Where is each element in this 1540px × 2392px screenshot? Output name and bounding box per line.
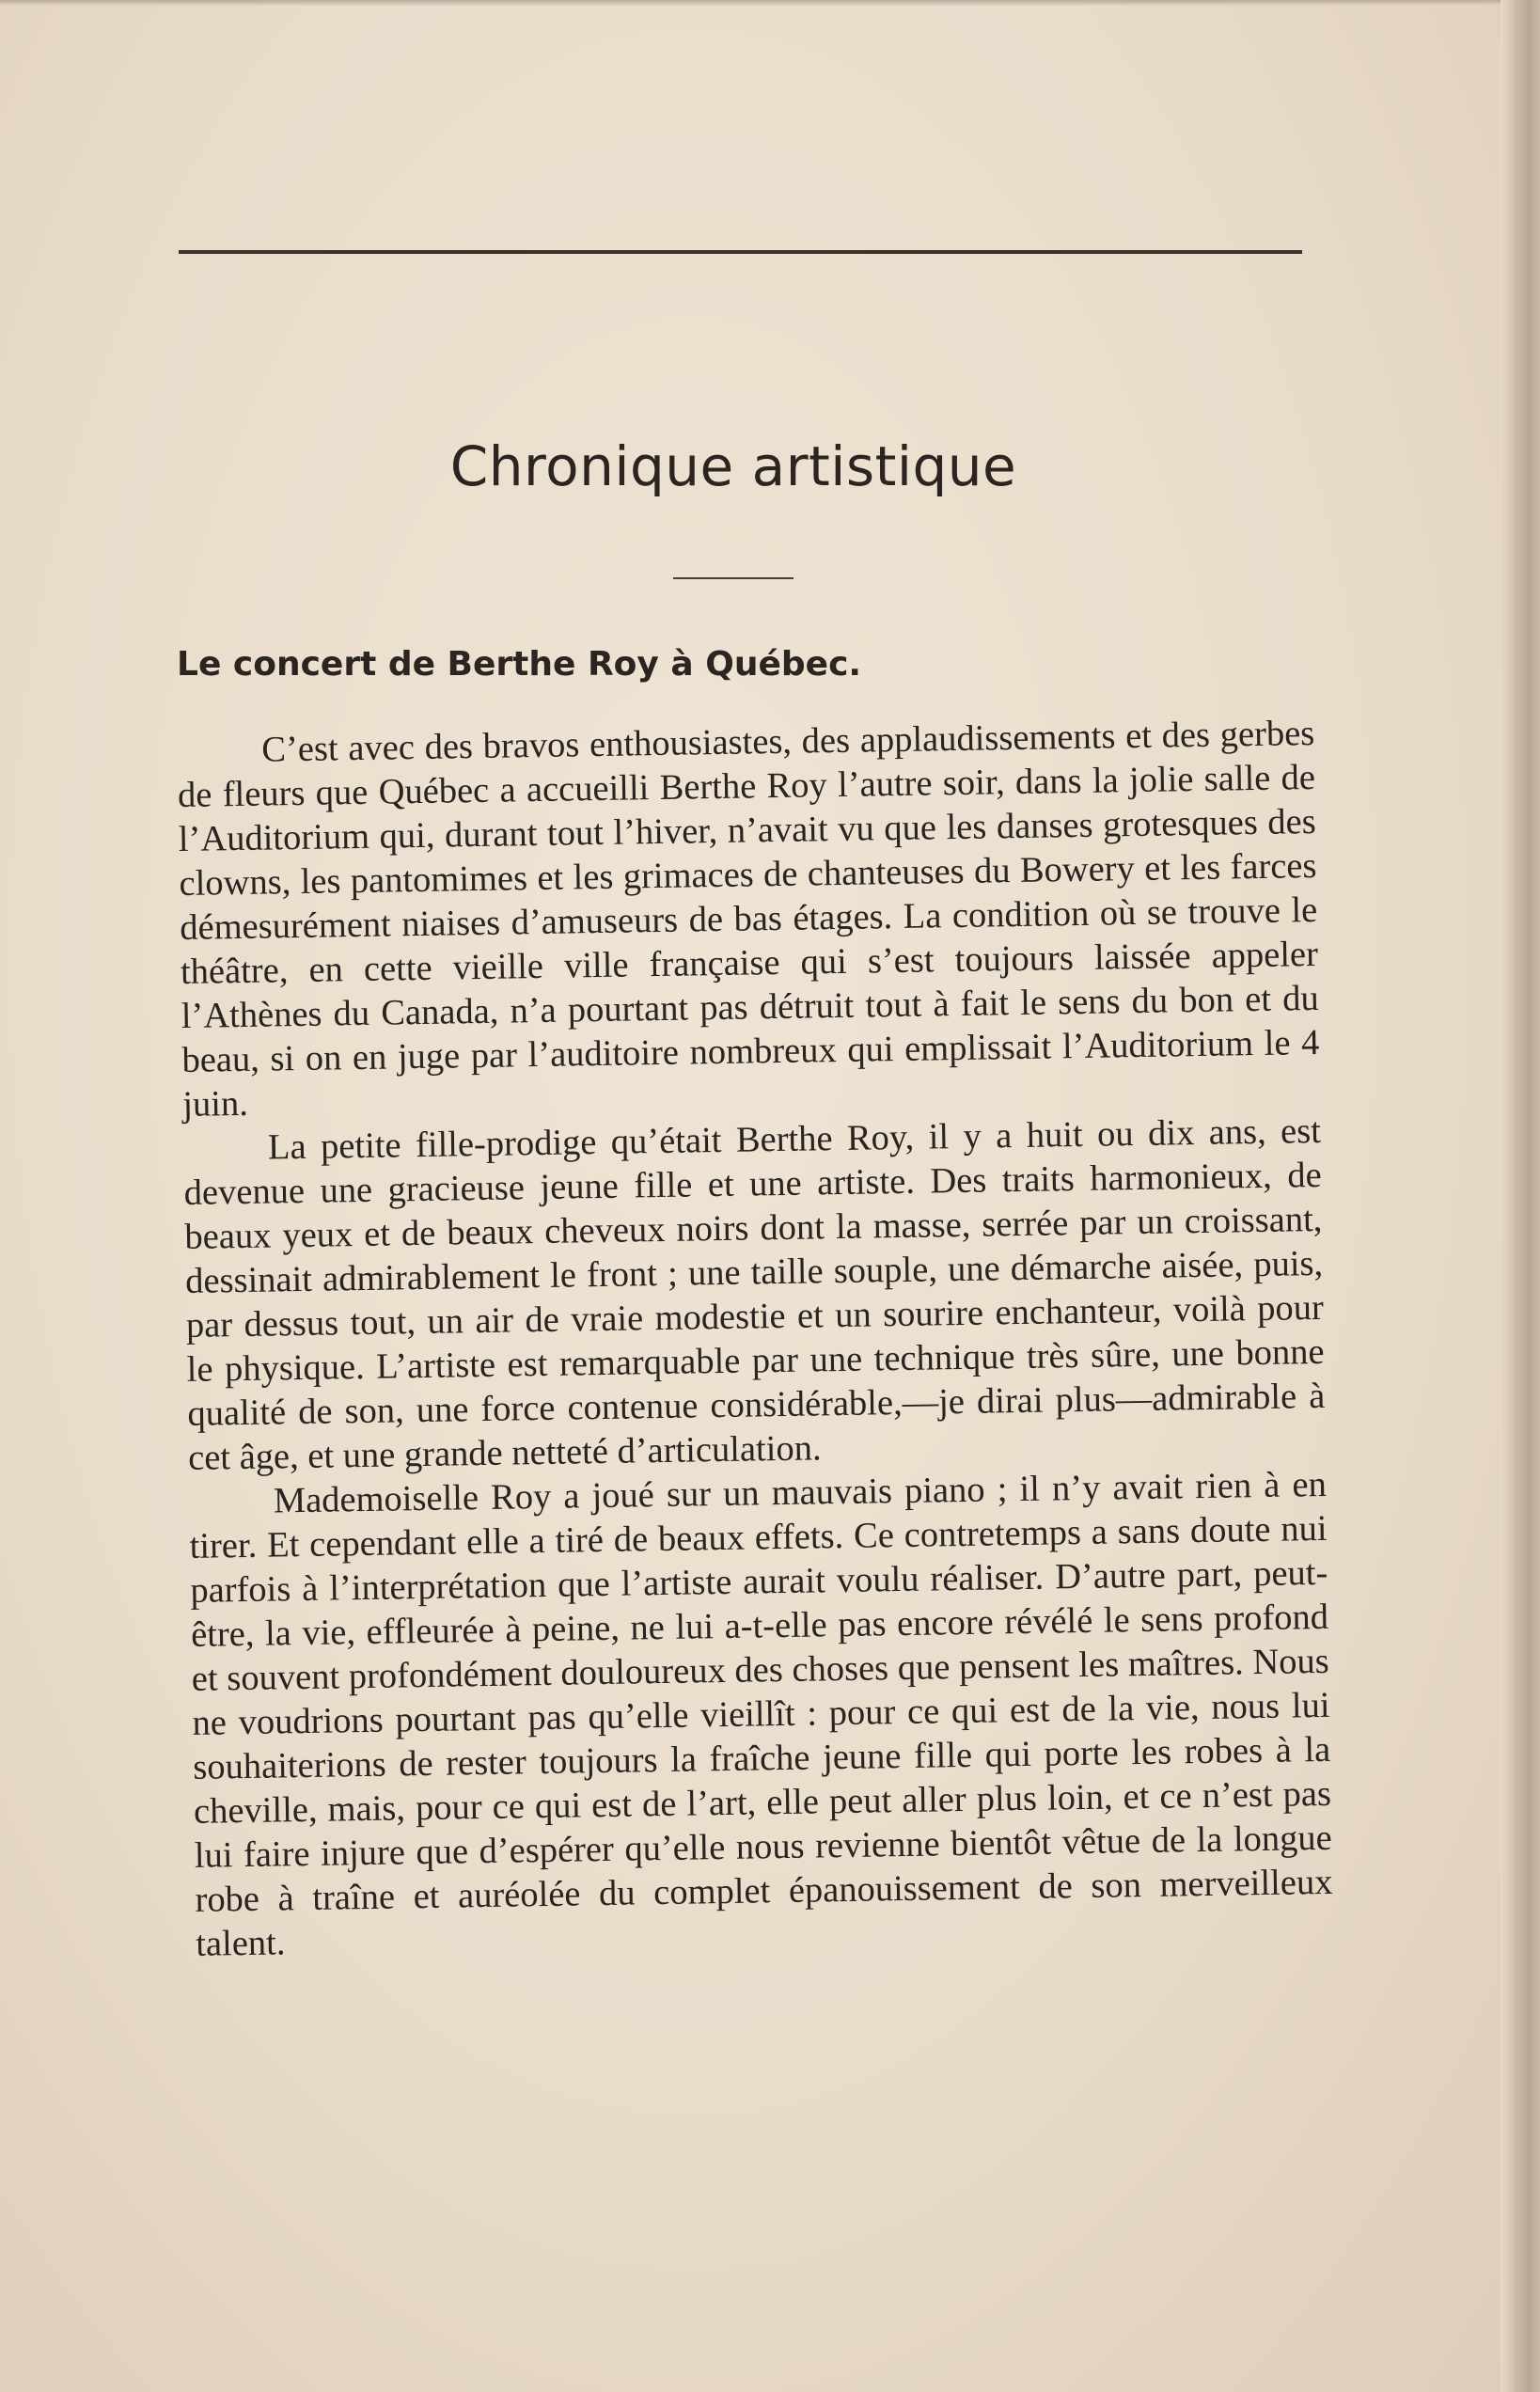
article-body — [177, 712, 1334, 1967]
page-top-edge — [0, 0, 1540, 6]
paragraph: Mademoiselle Roy a joué sur un mauvais piano ; il n’y avait rien à en tirer. Et cependant elle a tiré de beaux effets. Ce contretemps a sans doute nui parfois à l’interprétation que l’artiste aurait voulu réaliser. D’autre part, peut-être, la vie, effleurée à peine, ne lui a-t-elle pas encore révélé le sens profond et souvent profondément douloureux des choses que pensent les maîtres. Nous ne voudrions pourtant pas qu’elle vieillît : pour ce qui est de la vie, nous lui souhaiterions de rester toujours la fraîche jeune fille qui porte les robes à la cheville, mais, pour ce qui est de l’art, elle peut aller plus loin, et ce n’est pas lui faire injure que d’espérer qu’elle nous revienne bientôt vêtue de la longue robe à traîne et auréolée du complet épanouissement de son merveilleux talent. — [189, 1464, 1333, 1964]
adjacent-page-edge — [1514, 0, 1540, 2392]
header-rule — [179, 250, 1302, 254]
title-divider — [673, 577, 794, 579]
binding-gutter — [1501, 0, 1514, 2392]
section-heading: Le concert de Berthe Roy à Québec. — [177, 645, 862, 684]
paragraph: C’est avec des bravos enthousiastes, des applaudissements et des gerbes de fleurs que Québec a accueilli Berthe Roy l’autre soir, dans la jolie salle de l’Auditorium qui, durant tout l’hiver, n’avait vu que les danses grotesques des clowns, les pantomimes et les grimaces de chanteuses du Bowery et les farces démesurément niaises d’amuseurs de bas étages. La condition où se trouve le théâtre, en cette vieille ville française qui s’est toujours laissée appeler l’Athènes du Canada, n’a pourtant pas détruit tout à fait le sens du bon et du beau, si on en juge par l’auditoire nombreux qui emplissait l’Auditorium le 4 juin. — [177, 713, 1320, 1125]
page-title: Chronique artistique — [449, 434, 1017, 498]
paragraph: La petite fille-prodige qu’était Berthe Roy, il y a huit ou dix ans, est devenue une gracieuse jeune fille et une artiste. Des traits harmonieux, de beaux yeux et de beaux cheveux noirs dont la masse, serrée par un croissant, dessinait admirablement le front ; une taille souple, une démarche aisée, puis, par dessus tout, un air de vraie modestie et un sourire enchanteur, voilà pour le physique. L’artiste est remarquable par une technique très sûre, une bonne qualité de son, une force contenue considérable,—je dirai plus—admirable à cet âge, et une grande netteté d’articulation. — [183, 1110, 1326, 1478]
